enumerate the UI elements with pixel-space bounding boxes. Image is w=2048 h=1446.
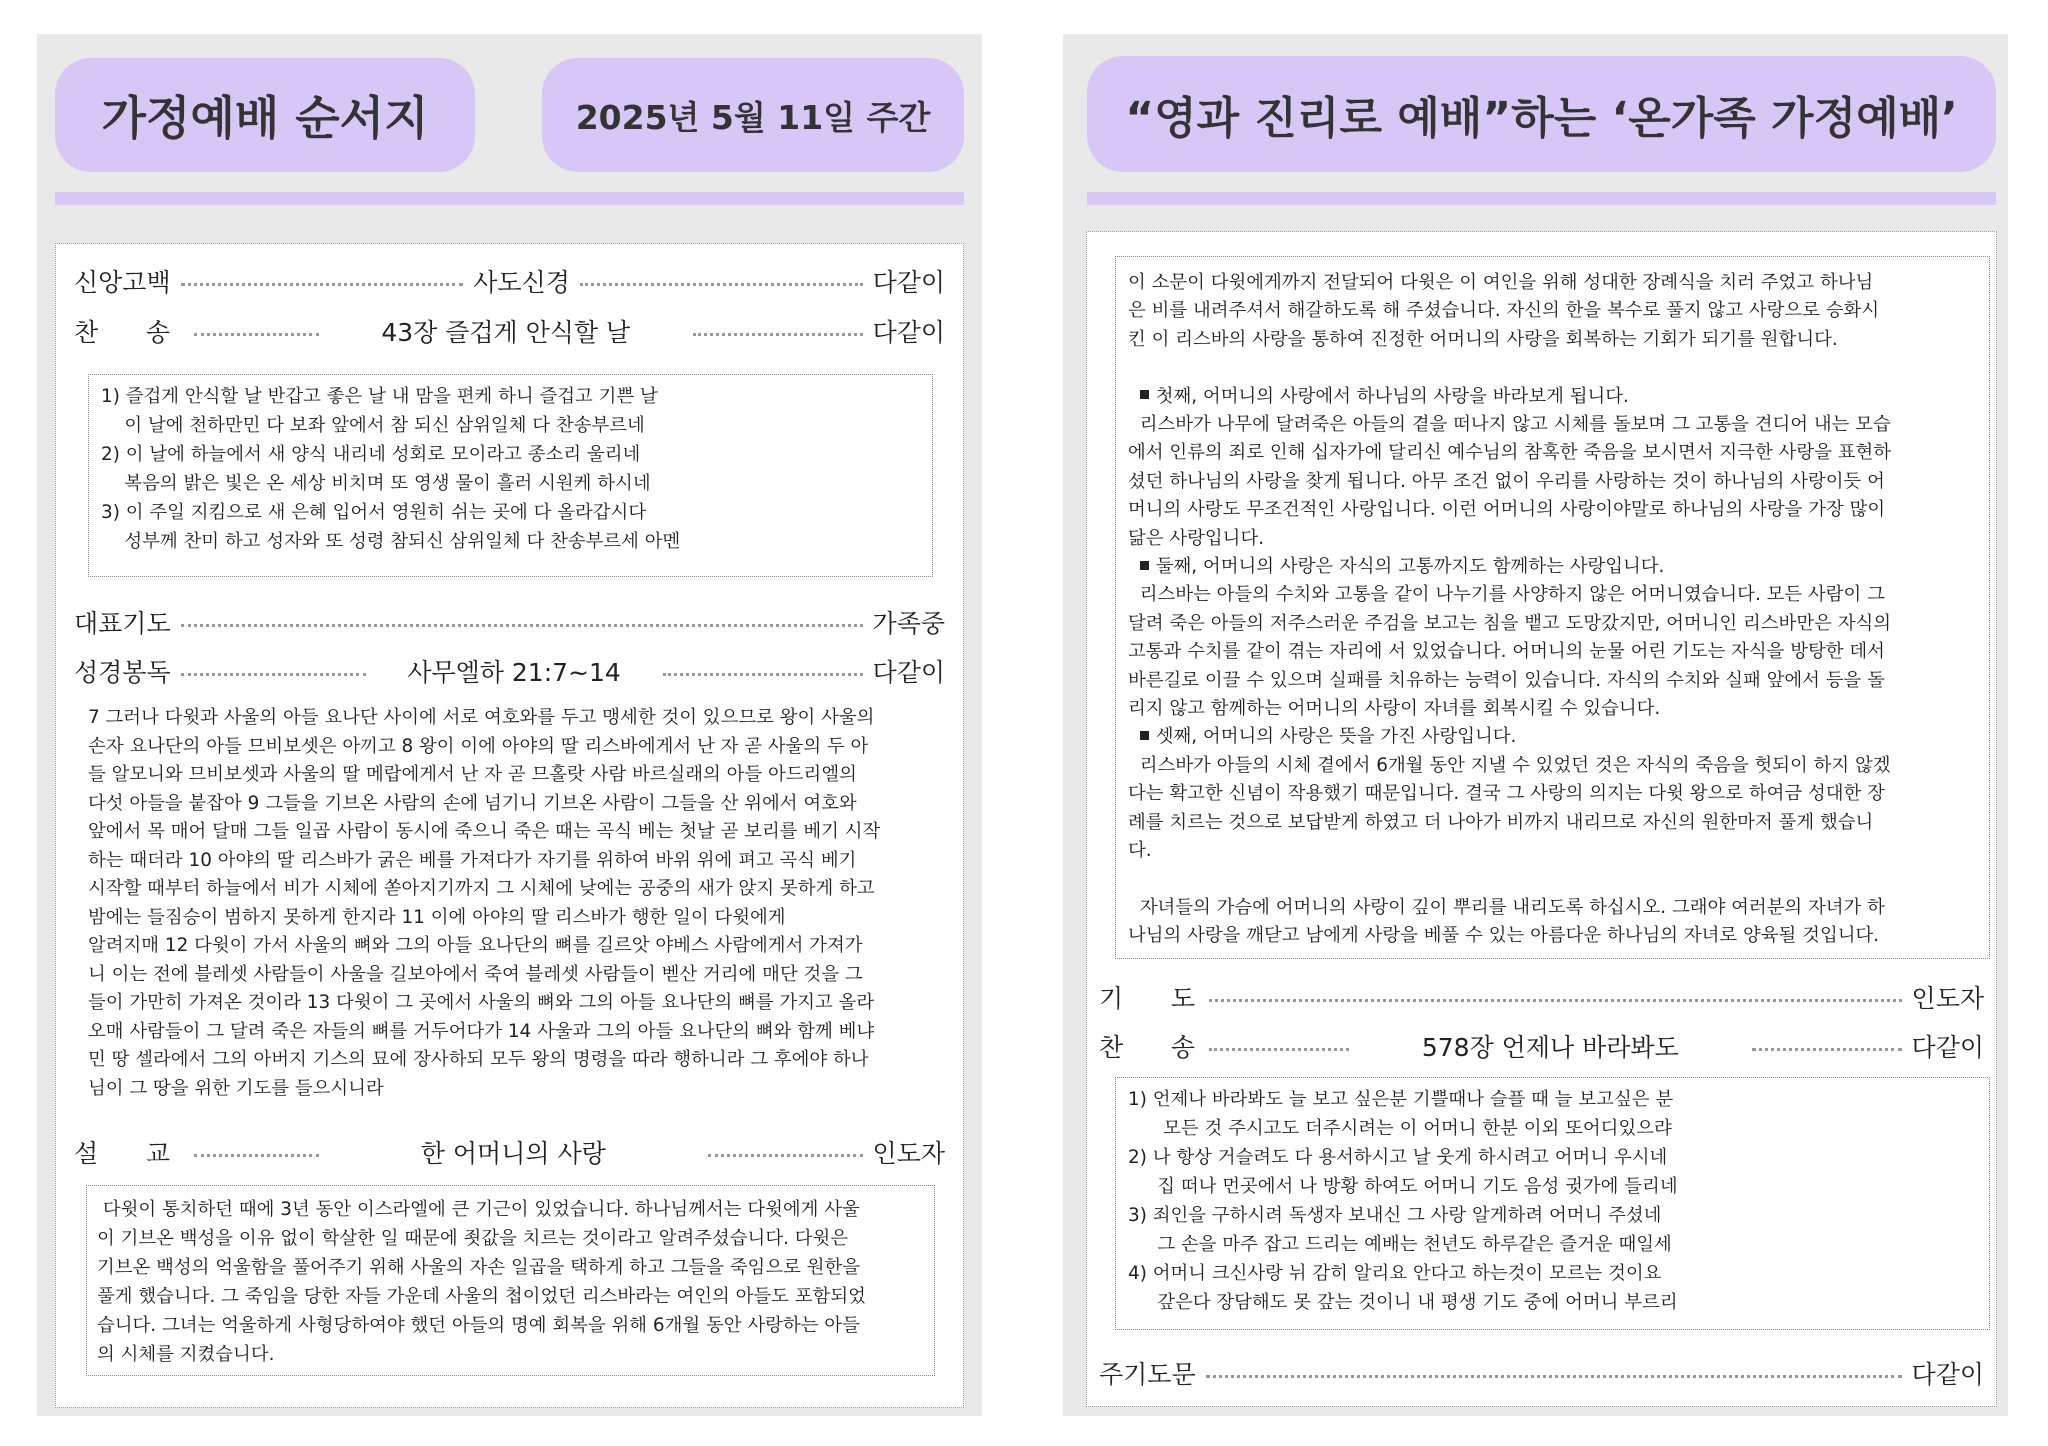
hymn-lyrics-box	[88, 374, 933, 577]
text-line: 리스바가 아들의 시체 곁에서 6개월 동안 지낼 수 있었던 것은 자식의 죽음을 헛되이 하지 않겠	[1128, 754, 1891, 776]
order-row-confession	[74, 261, 945, 301]
order-row-lords-prayer	[1099, 1353, 1984, 1393]
text-line: 이 날에 천하만민 다 보좌 앞에서 참 되신 삼위일체 다 찬송부르네	[101, 415, 645, 436]
order-leader: 인도자	[872, 1139, 945, 1168]
bullet-icon	[1140, 561, 1149, 570]
right-sheet	[1086, 231, 1997, 1407]
text-line: 모든 것 주시고도 더주시려는 이 어머니 한분 이외 또어디있으랴	[1128, 1118, 1672, 1139]
bullet-icon	[1140, 731, 1149, 740]
order-row-sermon	[74, 1132, 945, 1172]
text-line: 님이 그 땅을 위한 기도를 들으시니라	[88, 1077, 384, 1099]
text-line: 시작할 때부터 하늘에서 비가 시체에 쏟아지기까지 그 시체에 낮에는 공중의 새가 앉지 못하게 하고	[88, 878, 875, 899]
page-title: 가정예배 순서지	[101, 91, 429, 145]
text-line: 이 소문이 다윗에게까지 전달되어 다윗은 이 여인을 위해 성대한 장례식을 치러 주었고 하나님	[1128, 272, 1874, 293]
text-line: 1) 언제나 바라봐도 늘 보고 싶은분 기쁠때나 슬플 때 늘 보고싶은 분	[1128, 1089, 1674, 1110]
leader-dots	[194, 1154, 319, 1157]
text-line: 3) 이 주일 지킴으로 새 은혜 입어서 영원히 쉬는 곳에 다 올라갑시다	[101, 502, 647, 523]
text-line: 니 이는 전에 블레셋 사람들이 사울을 길보아에서 죽여 블레셋 사람들이 벧산 거리에 매단 것을 그	[88, 963, 863, 985]
text-line: 손자 요나단의 아들 므비보셋은 아끼고 8 왕이 이에 아야의 딸 리스바에게서 난 자 곧 사울의 두 아	[88, 735, 869, 757]
text-line: 기브온 백성의 억울함을 풀어주기 위해 사울의 자손 일곱을 택하게 하고 그들을 죽임으로 원한을	[97, 1257, 861, 1278]
text-line: 킨 이 리스바의 사랑을 통하여 진정한 어머니의 사랑을 회복하는 기회가 되기를 원합니다.	[1128, 328, 1838, 350]
text-line: 은 비를 내려주셔서 해갈하도록 해 주셨습니다. 자신의 한을 복수로 풀지 않고 사랑으로 승화시	[1128, 300, 1880, 322]
text-line: 나님의 사랑을 깨닫고 남에게 사랑을 베풀 수 있는 아름다운 하나님의 자녀로 양육될 것입니다.	[1128, 925, 1880, 947]
text-line: 바른길로 이끌 수 있으며 실패를 치유하는 능력이 있습니다. 자식의 수치와 실패 앞에서 등을 돌	[1128, 669, 1885, 691]
text-line: 오매 사람들이 그 달려 죽은 자들의 뼈를 거두어다가 14 사울과 그의 아들 요나단의 뼈와 함께 베냐	[88, 1020, 875, 1042]
text-line: 2) 나 항상 거슬려도 다 용서하시고 날 웃게 하시려고 어머니 우시네	[1128, 1147, 1668, 1168]
text-line: 리스바가 나무에 달려죽은 아들의 곁을 떠나지 않고 시체를 돌보며 그 고통을 견디어 내는 모습	[1128, 414, 1891, 435]
text-line: 다섯 아들을 붙잡아 9 그들을 기브온 사람의 손에 넘기니 기브온 사람이 그들을 산 위에서 여호와	[88, 792, 857, 814]
leader-dots	[181, 673, 366, 676]
text-line: 습니다. 그녀는 억울하게 사형당하여야 했던 아들의 명예 회복을 위해 6개월 동안 사랑하는 아들	[97, 1315, 860, 1336]
leader-dots	[663, 673, 863, 676]
text-line: 다.	[1128, 840, 1152, 861]
text-line: 밤에는 들짐승이 범하지 못하게 한지라 11 이에 아야의 딸 리스바가 행한 일이 다윗에게	[88, 906, 786, 928]
text-line: 7 그러나 다윗과 사울의 아들 요나단 사이에 서로 여호와를 두고 맹세한 것이 있으므로 왕이 사울의	[88, 707, 875, 728]
order-row-hymn	[1099, 1026, 1984, 1066]
order-leader: 다같이	[1911, 1360, 1984, 1389]
leader-dots	[1206, 1375, 1902, 1378]
text-line: 셨던 하나님의 사랑을 찾게 됩니다. 아무 조건 없이 우리를 사랑하는 것이 하나님의 사랑이듯 어	[1128, 470, 1885, 492]
order-content: 43장 즐겁게 안식할 날	[381, 318, 631, 347]
text-line: 첫째, 어머니의 사랑에서 하나님의 사랑을 바라보게 됩니다.	[1128, 383, 1978, 411]
text-line: 다윗이 통치하던 때에 3년 동안 이스라엘에 큰 기근이 있었습니다. 하나님께서는 다윗에게 사울	[97, 1199, 860, 1220]
order-content: 사도신경	[473, 268, 570, 297]
date-pill	[542, 58, 964, 172]
sermon-continued-box	[1115, 256, 1990, 959]
text-line: 이 기브온 백성을 이유 없이 학살한 일 때문에 죗값을 치르는 것이라고 알려주셨습니다. 다윗은	[97, 1228, 849, 1249]
text-line: 민 땅 셀라에서 그의 아버지 기스의 묘에 장사하되 모두 왕의 명령을 따라 행하니라 그 후에야 하나	[88, 1049, 869, 1070]
text-line: 셋째, 어머니의 사랑은 뜻을 가진 사랑입니다.	[1128, 723, 1978, 751]
hymn-lyrics-box	[1115, 1077, 1990, 1330]
text-line: 갚은다 장담해도 못 갚는 것이니 내 평생 기도 중에 어머니 부르리	[1128, 1292, 1678, 1313]
text-line: 다는 확고한 신념이 작용했기 때문입니다. 결국 그 사랑의 의지는 다윗 왕으로 하여금 성대한 장	[1128, 783, 1885, 805]
order-label: 기 도	[1099, 984, 1195, 1013]
text-line: 고통과 수치를 같이 겪는 자리에 서 있었습니다. 어머니의 눈물 어린 기도는 자식을 방탕한 데서	[1128, 641, 1885, 663]
text-line: 리스바는 아들의 수치와 고통을 같이 나누기를 사양하지 않은 어머니였습니다. 모든 사람이 그	[1128, 584, 1885, 606]
leader-dots	[1752, 1048, 1902, 1051]
text-line: 의 시체를 지켰습니다.	[97, 1344, 275, 1365]
text-line: 알려지매 12 다윗이 가서 사울의 뼈와 그의 아들 요나단의 뼈를 길르앗 야베스 사람에게서 가져가	[88, 935, 863, 956]
text-line: 들이 가만히 가져온 것이라 13 다윗이 그 곳에서 사울의 뼈와 그의 아들 요나단의 뼈를 가지고 올라	[88, 992, 875, 1013]
text-line: 하는 때더라 10 아야의 딸 리스바가 굵은 베를 가져다가 자기를 위하여 바위 위에 펴고 곡식 베기	[88, 849, 857, 871]
sermon-box	[86, 1185, 935, 1376]
text-line: 닮은 사랑입니다.	[1128, 527, 1265, 549]
text-line: 둘째, 어머니의 사랑은 자식의 고통까지도 함께하는 사랑입니다.	[1128, 553, 1978, 581]
order-leader: 다같이	[872, 318, 945, 347]
text-line: 머니의 사랑도 무조건적인 사랑입니다. 이런 어머니의 사랑이야말로 하나님의 사랑을 가장 많이	[1128, 499, 1886, 521]
text-line: 4) 어머니 크신사랑 뉘 감히 알리요 안다고 하는것이 모르는 것이요	[1128, 1263, 1662, 1284]
order-label: 주기도문	[1099, 1360, 1196, 1389]
bullet-icon	[1140, 390, 1149, 399]
text-line: 달려 죽은 아들의 저주스러운 주검을 보고는 침을 뱉고 도망갔지만, 어머니인 리스바만은 자식의	[1128, 612, 1892, 634]
text-line: 그 손을 마주 잡고 드리는 예배는 천년도 하루같은 즐거운 때일세	[1128, 1234, 1672, 1255]
order-leader: 다같이	[872, 658, 945, 687]
left-sheet	[55, 243, 964, 1408]
left-page	[37, 34, 982, 1416]
order-row-prayer	[74, 602, 945, 642]
text-line: 복음의 밝은 빛은 온 세상 비치며 또 영생 물이 흘러 시원케 하시네	[101, 473, 651, 494]
order-label: 찬 송	[74, 318, 170, 347]
leader-dots	[1209, 1048, 1349, 1051]
date-label: 2025년 5월 11일 주간	[575, 97, 931, 137]
text-line: 2) 이 날에 하늘에서 새 양식 내리네 성회로 모이라고 종소리 울리네	[101, 444, 641, 465]
order-content: 578장 언제나 바라봐도	[1421, 1033, 1679, 1062]
header-divider	[1087, 192, 1996, 205]
leader-dots	[693, 333, 863, 336]
text-line: 들 알모니와 므비보셋과 사울의 딸 메랍에게서 난 자 곧 므홀랏 사람 바르실래의 아들 아드리엘의	[88, 764, 857, 785]
leader-dots	[1209, 999, 1902, 1002]
header-divider	[55, 192, 964, 205]
order-label: 대표기도	[74, 609, 171, 638]
text-line: 성부께 찬미 하고 성자와 또 성령 참되신 삼위일체 다 찬송부르세 아멘	[101, 531, 681, 552]
leader-dots	[194, 333, 319, 336]
right-page-title: “영과 진리로 예배”하는 ‘온가족 가정예배’	[1125, 93, 1958, 144]
order-row-hymn	[74, 311, 945, 351]
leader-dots	[181, 283, 464, 286]
text-line: 3) 죄인을 구하시려 독생자 보내신 그 사랑 알게하려 어머니 주셨네	[1128, 1205, 1662, 1226]
order-leader: 가족중	[872, 609, 945, 638]
order-content: 사무엘하 21:7~14	[407, 658, 621, 687]
order-leader: 다같이	[1911, 1033, 1984, 1062]
sermon-title: 한 어머니의 사랑	[420, 1139, 606, 1168]
order-label: 신앙고백	[74, 268, 171, 297]
text-line: 례를 치르는 것으로 보답받게 하였고 더 나아가 비까지 내리므로 자신의 원한마저 풀게 했습니	[1128, 811, 1874, 833]
text-line: 에서 인류의 죄로 인해 십자가에 달리신 예수님의 참혹한 죽음을 보시면서 지극한 사랑을 표현하	[1128, 442, 1892, 464]
order-label: 찬 송	[1099, 1033, 1195, 1062]
text-line: 리지 않고 함께하는 어머니의 사랑이 자녀를 회복시킬 수 있습니다.	[1128, 698, 1661, 719]
text-line: 1) 즐겁게 안식할 날 반갑고 좋은 날 내 맘을 편케 하니 즐겁고 기쁜 날	[101, 386, 658, 407]
text-line: 집 떠나 먼곳에서 나 방황 하여도 어머니 기도 음성 귓가에 들리네	[1128, 1176, 1678, 1197]
order-label: 성경봉독	[74, 658, 171, 687]
order-label: 설 교	[74, 1139, 170, 1168]
order-row-scripture	[74, 651, 945, 691]
order-row-prayer	[1099, 977, 1984, 1017]
text-line: 자녀들의 가슴에 어머니의 사랑이 깊이 뿌리를 내리도록 하십시오. 그래야 여러분의 자녀가 하	[1128, 896, 1885, 918]
right-title-pill	[1087, 56, 1996, 172]
text-line: 풀게 했습니다. 그 죽임을 당한 자들 가운데 사울의 첩이었던 리스바라는 여인의 아들도 포함되었	[97, 1286, 866, 1307]
leader-dots	[580, 283, 863, 286]
title-pill	[55, 58, 475, 172]
leader-dots	[181, 624, 863, 627]
order-leader: 인도자	[1911, 984, 1984, 1013]
text-line: 앞에서 목 매어 달매 그들 일곱 사람이 동시에 죽으니 죽은 때는 곡식 베는 첫날 곧 보리를 베기 시작	[88, 821, 881, 842]
right-page	[1063, 34, 2008, 1416]
leader-dots	[708, 1154, 863, 1157]
order-leader: 다같이	[872, 268, 946, 297]
